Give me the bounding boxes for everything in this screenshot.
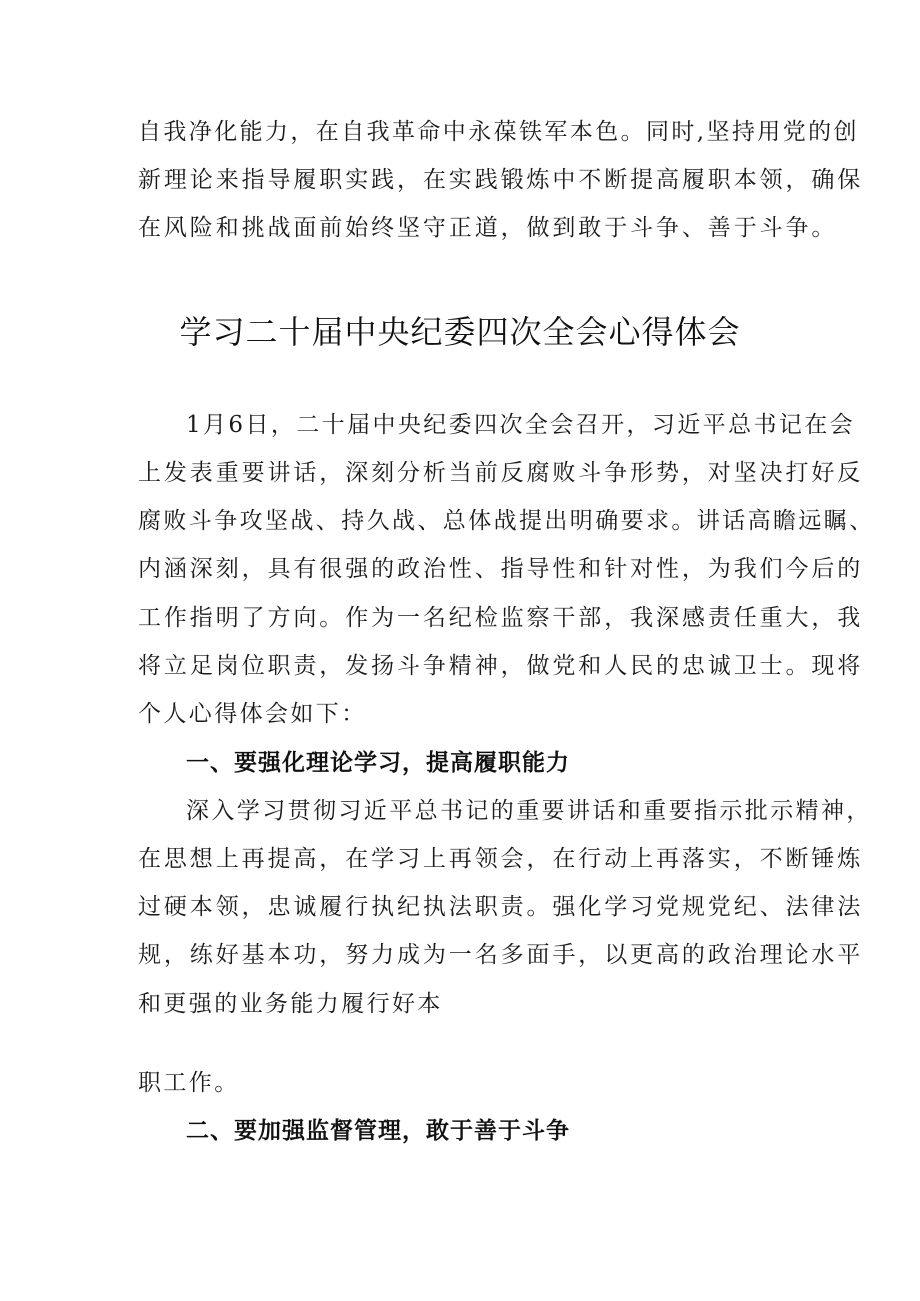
paragraph1-line-6: 将立足岗位职责，发扬斗争精神，做党和人民的忠诚卫士。现将 [138,653,864,679]
document-title: 学习二十届中央纪委四次全会心得体会 [179,313,741,351]
paragraph1-line-3: 腐败斗争攻坚战、持久战、总体战提出明确要求。讲话高瞻远瞩、 [138,508,875,534]
section-heading-1: 一、要强化理论学习，提高履职能力 [186,750,570,776]
paragraph2-line-4: 规，练好基本功，努力成为一名多面手，以更高的政治理论水平 [138,942,864,968]
intro-line-1: 自我净化能力，在自我革命中永葆铁军本色。同时,坚持用党的创 [138,119,859,145]
paragraph1-line-5: 工作指明了方向。作为一名纪检监察干部，我深感责任重大，我 [138,605,864,631]
paragraph1-line-7: 个人心得体会如下： [138,701,367,727]
intro-line-3: 在风险和挑战面前始终坚守正道，做到敢于斗争、善于斗争。 [138,215,838,241]
paragraph2-line-5: 和更强的业务能力履行好本 [138,991,443,1017]
section-heading-2: 二、要加强监督管理，敢于善于斗争 [186,1118,570,1144]
paragraph2-line-1: 深入学习贯彻习近平总书记的重要讲话和重要指示批示精神， [186,798,872,824]
paragraph2-line-3: 过硬本领，忠诚履行执纪执法职责。强化学习党规党纪、法律法 [138,894,864,920]
paragraph1-line-4: 内涵深刻，具有很强的政治性、指导性和针对性，为我们今后的 [138,556,864,582]
paragraph1-line-1: 1月6日，二十届中央纪委四次全会召开，习近平总书记在会 [186,412,856,438]
paragraph1-line-2: 上发表重要讲话，深刻分析当前反腐败斗争形势，对坚决打好反 [138,460,864,486]
intro-line-2: 新理论来指导履职实践，在实践锻炼中不断提高履职本领，确保 [138,167,864,193]
paragraph2-line-2: 在思想上再提高，在学习上再领会，在行动上再落实，不断锤炼 [138,846,864,872]
paragraph2-tail: 职工作。 [138,1070,240,1096]
